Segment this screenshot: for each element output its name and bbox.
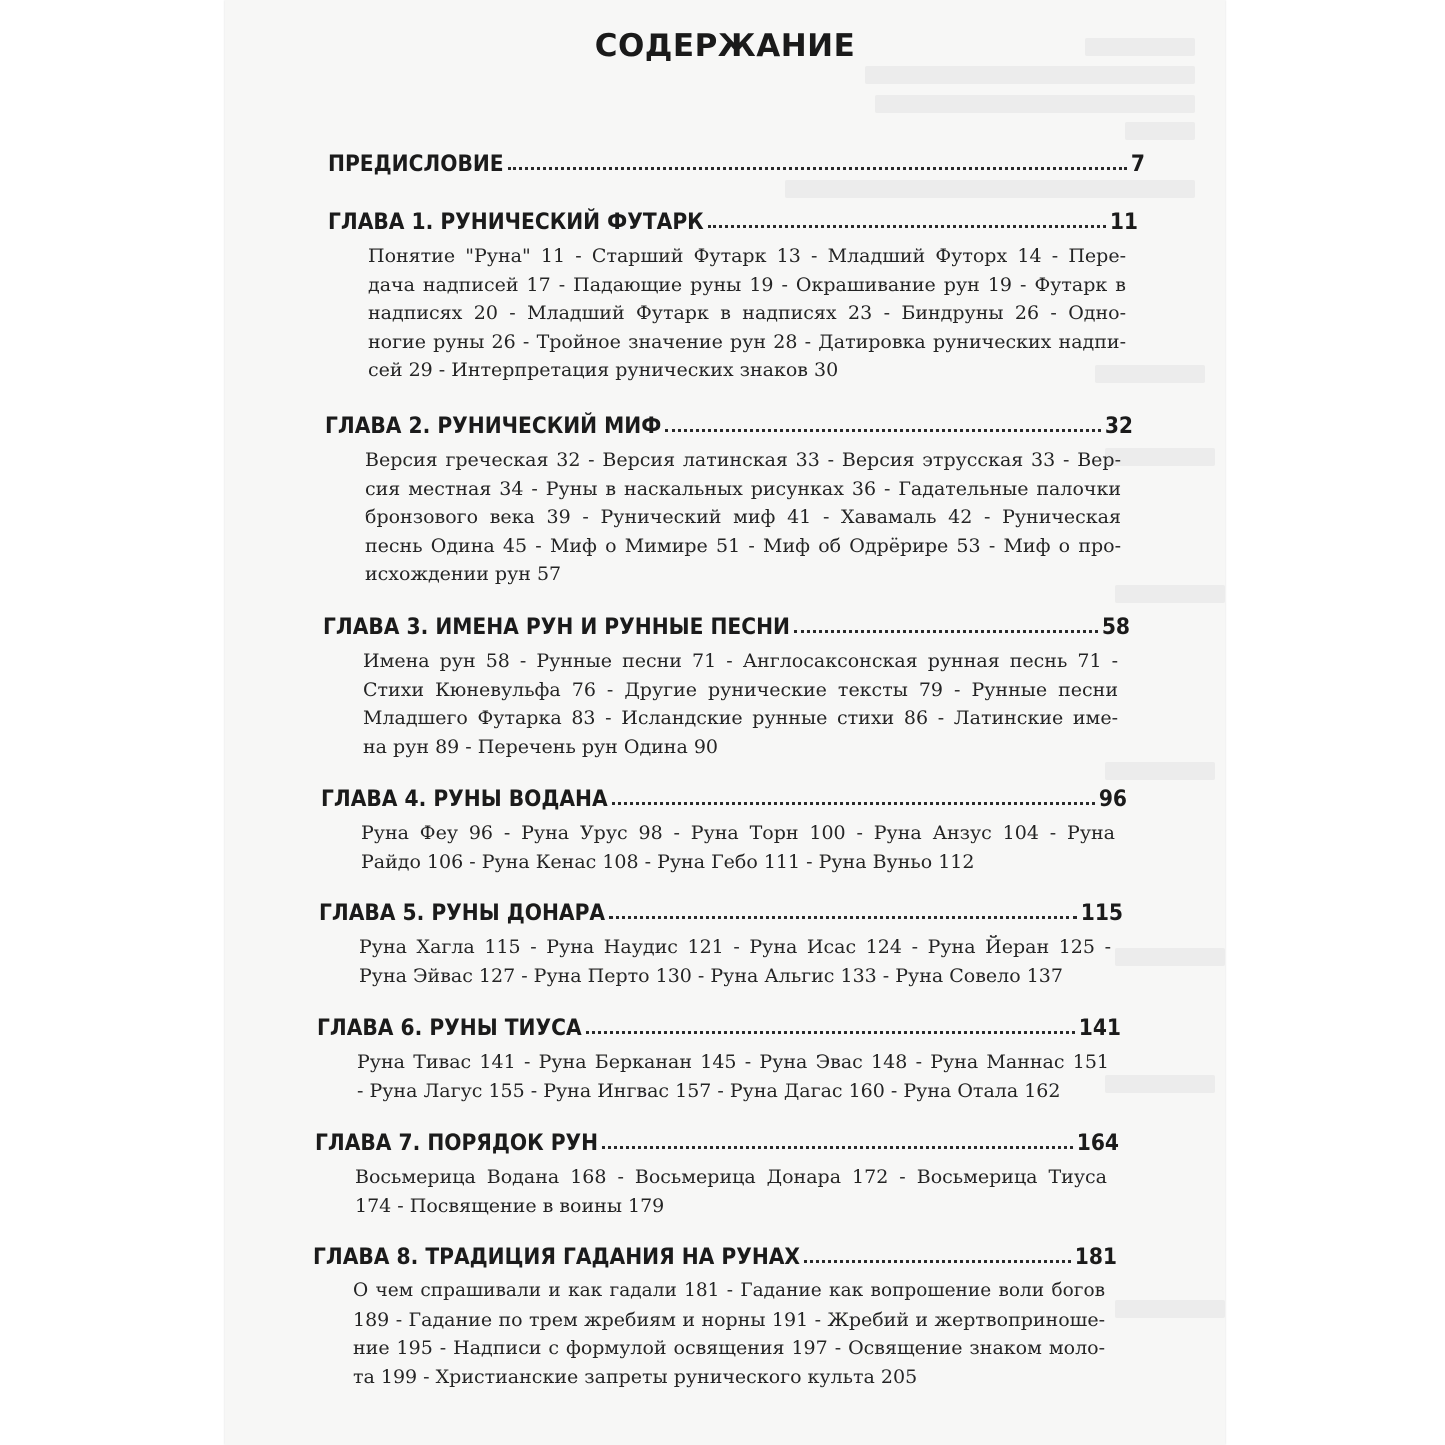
summary-line: та 199 - Христианские запреты рунического культа 205 [353, 1365, 918, 1388]
summary-line: Райдо 106 - Руна Кенас 108 - Руна Гебо 111 - Руна Вуньо 112 [361, 850, 975, 873]
page-number: 164 [1076, 1130, 1119, 1156]
page-number: 141 [1078, 1015, 1121, 1041]
dot-leader [612, 782, 1095, 805]
toc-heading [328, 206, 1138, 236]
toc-heading [319, 897, 1123, 927]
chapter-title: ПРЕДИСЛОВИЕ [328, 151, 504, 177]
chapter-title: ГЛАВА 5. РУНЫ ДОНАРА [319, 900, 606, 926]
toc-entry [315, 1127, 1119, 1220]
toc-entry [319, 897, 1123, 990]
toc-heading [323, 611, 1130, 641]
toc-heading [328, 148, 1145, 178]
summary-line: сия местная 34 - Руны в наскальных рисунках 36 - Гадательные палочки [365, 477, 1121, 500]
summary-line: ногие руны 26 - Тройное значение рун 28 - Датировка рунических надпи- [368, 330, 1126, 353]
page-number: 7 [1130, 151, 1145, 177]
chapter-title: ГЛАВА 7. ПОРЯДОК РУН [315, 1130, 599, 1156]
toc-heading [321, 783, 1127, 813]
page-title: СОДЕРЖАНИЕ [594, 28, 856, 64]
chapter-title: ГЛАВА 2. РУНИЧЕСКИЙ МИФ [325, 413, 662, 439]
summary-line: - Руна Лагус 155 - Руна Ингвас 157 - Руна Дагас 160 - Руна Отала 162 [357, 1079, 1061, 1102]
dot-leader [508, 147, 1127, 170]
toc-entry [313, 1241, 1117, 1391]
dot-leader [708, 205, 1106, 228]
chapter-summary [317, 1048, 1121, 1105]
chapter-summary [321, 819, 1127, 876]
summary-line: песнь Одина 45 - Миф о Мимире 51 - Миф об Одрёрире 53 - Миф о про- [365, 534, 1121, 557]
summary-line: Младшего Футарка 83 - Исландские рунные стихи 86 - Латинские име- [363, 707, 1118, 729]
summary-line: 174 - Посвящение в воины 179 [355, 1194, 665, 1217]
toc-heading [325, 410, 1133, 440]
toc-entry [328, 206, 1138, 385]
chapter-title: ГЛАВА 8. ТРАДИЦИЯ ГАДАНИЯ НА РУНАХ [313, 1244, 801, 1270]
summary-line: исхождении рун 57 [365, 563, 562, 585]
summary-line: ние 195 - Надписи с формулой освящения 197 - Освящение знаком моло- [353, 1337, 1105, 1359]
toc-entry [317, 1012, 1121, 1105]
summary-line: Имена рун 58 - Рунные песни 71 - Англосаксонская рунная песнь 71 - [363, 650, 1118, 672]
summary-line: Руна Эйвас 127 - Руна Перто 130 - Руна Альгис 133 - Руна Совело 137 [359, 964, 1063, 987]
dot-leader [804, 1240, 1071, 1263]
chapter-summary [325, 446, 1133, 589]
summary-line: надписях 20 - Младший Футарк в надписях 23 - Биндруны 26 - Одно- [368, 302, 1126, 324]
summary-line: Руна Тивас 141 - Руна Берканан 145 - Руна Эвас 148 - Руна Маннас 151 [357, 1051, 1109, 1073]
chapter-title: ГЛАВА 6. РУНЫ ТИУСА [317, 1015, 582, 1041]
summary-line: 189 - Гадание по трем жребиям и норны 191 - Жребий и жертвоприноше- [353, 1308, 1105, 1331]
page-number: 58 [1101, 614, 1130, 640]
summary-line: бронзового века 39 - Рунический миф 41 - Хавамаль 42 - Руническая [365, 506, 1121, 528]
book-page [225, 0, 1225, 1445]
summary-line: Руна Хагла 115 - Руна Наудис 121 - Руна Исас 124 - Руна Йеран 125 - [359, 936, 1111, 958]
summary-line: Понятие "Руна" 11 - Старший Футарк 13 - Младший Футорх 14 - Пере- [368, 245, 1126, 267]
chapter-summary [315, 1163, 1119, 1220]
toc-heading [315, 1127, 1119, 1157]
dot-leader [602, 1126, 1073, 1149]
summary-line: на рун 89 - Перечень рун Одина 90 [363, 735, 719, 758]
summary-line: сей 29 - Интерпретация рунических знаков 30 [368, 359, 839, 381]
chapter-summary [323, 647, 1130, 761]
toc-heading [317, 1012, 1121, 1042]
summary-line: Восьмерица Водана 168 - Восьмерица Донара 172 - Восьмерица Тиуса [355, 1166, 1107, 1188]
summary-line: О чем спрашивали и как гадали 181 - Гадание как вопрошение воли богов [353, 1280, 1105, 1301]
chapter-title: ГЛАВА 4. РУНЫ ВОДАНА [321, 786, 608, 812]
page-number: 115 [1080, 900, 1123, 926]
page-number: 181 [1074, 1244, 1117, 1270]
chapter-summary [313, 1277, 1117, 1391]
chapter-title: ГЛАВА 3. ИМЕНА РУН И РУННЫЕ ПЕСНИ [323, 614, 790, 640]
page-number: 11 [1109, 209, 1138, 235]
toc-entry [323, 611, 1130, 761]
chapter-summary [328, 242, 1138, 385]
toc-entry [328, 148, 1145, 178]
summary-line: Руна Феу 96 - Руна Урус 98 - Руна Торн 100 - Руна Анзус 104 - Руна [361, 822, 1115, 844]
toc-heading [313, 1241, 1117, 1271]
dot-leader [586, 1011, 1075, 1034]
dot-leader [794, 610, 1098, 633]
summary-line: дача надписей 17 - Падающие руны 19 - Окрашивание рун 19 - Футарк в [368, 273, 1126, 296]
toc-entry [325, 410, 1133, 589]
page-number: 96 [1098, 786, 1127, 812]
dot-leader [609, 896, 1077, 919]
page-number: 32 [1104, 413, 1133, 439]
toc-entry [321, 783, 1127, 876]
chapter-title: ГЛАВА 1. РУНИЧЕСКИЙ ФУТАРК [328, 209, 704, 235]
dot-leader [665, 409, 1101, 432]
summary-line: Версия греческая 32 - Версия латинская 33 - Версия этрусская 33 - Вер- [365, 449, 1121, 471]
summary-line: Стихи Кюневульфа 76 - Другие рунические тексты 79 - Рунные песни [363, 678, 1118, 701]
chapter-summary [319, 933, 1123, 990]
